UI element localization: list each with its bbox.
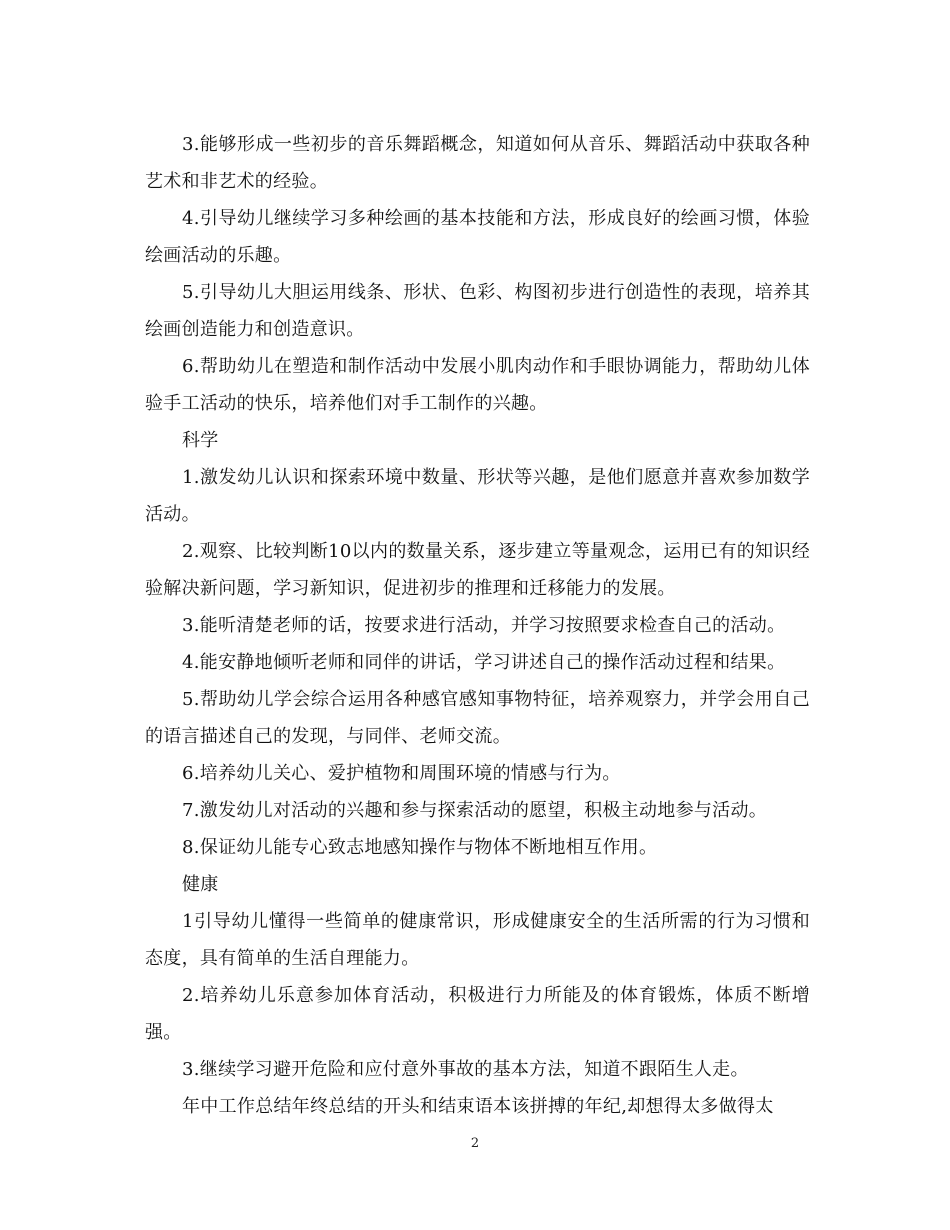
- paragraph-science-1: 1.激发幼儿认识和探索环境中数量、形状等兴趣，是他们愿意并喜欢参加数学活动。: [145, 467, 810, 525]
- paragraph-drawing-creativity: 5.引导幼儿大胆运用线条、形状、色彩、构图初步进行创造性的表现，培养其绘画创造能力和创造意识。: [145, 282, 810, 340]
- paragraph-health-2: 2.培养幼儿乐意参加体育活动，积极进行力所能及的体育锻炼，体质不断增强。: [145, 985, 810, 1043]
- paragraph-health-3: 3.继续学习避开危险和应付意外事故的基本方法，知道不跟陌生人走。: [182, 1059, 749, 1080]
- paragraph-drawing-skills: 4.引导幼儿继续学习多种绘画的基本技能和方法，形成良好的绘画习惯，体验绘画活动的乐趣。: [145, 208, 810, 266]
- paragraph-science-4: 4.能安静地倾听老师和同伴的讲话，学习讲述自己的操作活动过程和结果。: [182, 652, 786, 673]
- document-body: [145, 126, 810, 1125]
- section-heading-health: 健康: [182, 874, 219, 895]
- paragraph-summary-fragment: 年中工作总结年终总结的开头和结束语本该拼搏的年纪,却想得太多做得太: [182, 1096, 774, 1117]
- paragraph-science-3: 3.能听清楚老师的话，按要求进行活动，并学习按照要求检查自己的活动。: [182, 615, 786, 636]
- paragraph-health-1: 1引导幼儿懂得一些简单的健康常识，形成健康安全的生活所需的行为习惯和态度，具有简单的生活自理能力。: [145, 911, 810, 969]
- paragraph-science-2: 2.观察、比较判断10以内的数量关系，逐步建立等量观念，运用已有的知识经验解决新问题，学习新知识，促进初步的推理和迁移能力的发展。: [145, 541, 810, 599]
- paragraph-science-7: 7.激发幼儿对活动的兴趣和参与探索活动的愿望，积极主动地参与活动。: [182, 800, 768, 821]
- paragraph-science-6: 6.培养幼儿关心、爱护植物和周围环境的情感与行为。: [182, 763, 621, 784]
- paragraph-music-dance: 3.能够形成一些初步的音乐舞蹈概念，知道如何从音乐、舞蹈活动中获取各种艺术和非艺术的经验。: [145, 134, 810, 192]
- paragraph-science-8: 8.保证幼儿能专心致志地感知操作与物体不断地相互作用。: [182, 837, 658, 858]
- paragraph-science-5: 5.帮助幼儿学会综合运用各种感官感知事物特征，培养观察力，并学会用自己的语言描述自己的发现，与同伴、老师交流。: [145, 689, 810, 747]
- page-number: 2: [470, 1136, 480, 1151]
- paragraph-handcraft: 6.帮助幼儿在塑造和制作活动中发展小肌肉动作和手眼协调能力，帮助幼儿体验手工活动的快乐，培养他们对手工制作的兴趣。: [145, 356, 810, 414]
- section-heading-science: 科学: [182, 430, 219, 451]
